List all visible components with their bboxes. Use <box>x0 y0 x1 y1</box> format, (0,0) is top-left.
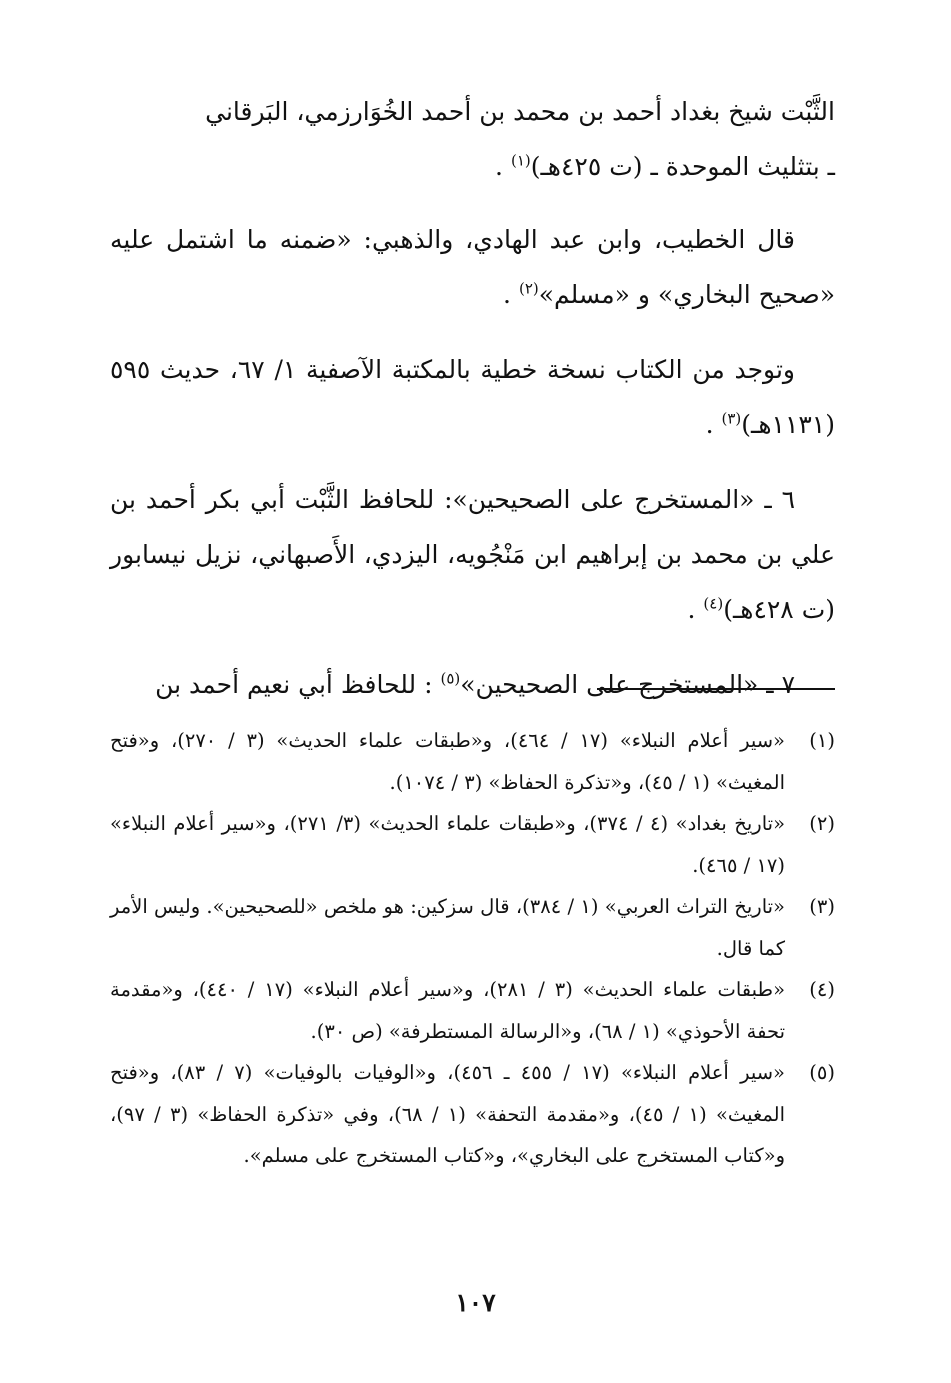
main-text <box>110 84 835 732</box>
paragraph-5-text-1: ٧ ـ «المستخرج على الصحيحين» <box>460 670 795 699</box>
footnote-item <box>110 969 835 1052</box>
paragraph-2-text: قال الخطيب، وابن عبد الهادي، والذهبي: «ضمنه ما اشتمل عليه «صحيح البخاري» و «مسلم» <box>110 225 835 309</box>
footnote-item <box>110 1052 835 1177</box>
paragraph-3-text: وتوجد من الكتاب نسخة خطية بالمكتبة الآصفية ١/ ٦٧، حديث ٥٩٥ (١١٣١هـ) <box>110 355 835 439</box>
footnote-item <box>110 720 835 803</box>
paragraph-5 <box>110 657 835 712</box>
footnote-ref-5: (٥) <box>440 669 461 688</box>
paragraph-1-end: . <box>495 152 511 181</box>
paragraph-3 <box>110 342 835 452</box>
footnote-ref-3: (٣) <box>721 409 742 428</box>
footnote-text: «سير أعلام النبلاء» (١٧ / ٤٥٥ ـ ٤٥٦)، و«الوفيات بالوفيات» (٧ / ٨٣)، و«فتح المغيث» (١ / ٤٥)، و«مقدمة التحفة» (١ / ٦٨)، وفي «تذكرة الحفاظ» (٣ / ٩٧)، و«كتاب المستخرج على البخاري»، و«كتاب المستخرج على مسلم». <box>110 1061 785 1167</box>
footnote-ref-1: (١) <box>510 151 531 170</box>
paragraph-4-end: . <box>687 595 704 624</box>
footnote-number: (٤) <box>809 978 835 1001</box>
paragraph-1-line-2: ـ بتثليث الموحدة ـ (ت ٤٢٥هـ) <box>530 152 835 181</box>
footnote-number: (٢) <box>809 812 835 835</box>
footnote-item <box>110 886 835 969</box>
footnote-text: «طبقات علماء الحديث» (٣ / ٢٨١)، و«سير أعلام النبلاء» (١٧ / ٤٤٠)، و«مقدمة تحفة الأحوذي» (١ / ٦٨)، و«الرسالة المستطرفة» (ص ٣٠). <box>110 978 785 1043</box>
paragraph-1-line-1: الثَّبْت شيخ بغداد أحمد بن محمد بن أحمد الخُوَارزمي، البَرقاني <box>205 97 835 126</box>
paragraph-3-end: . <box>705 410 722 439</box>
footnote-number: (٣) <box>809 895 835 918</box>
footnote-text: «تاريخ التراث العربي» (١ / ٣٨٤)، قال سزكين: هو ملخص «للصحيحين». وليس الأمر كما قال. <box>110 895 785 960</box>
footnotes <box>110 720 835 1177</box>
footnote-text: «تاريخ بغداد» (٤ / ٣٧٤)، و«طبقات علماء الحديث» (٣/ ٢٧١)، و«سير أعلام النبلاء» (١٧ / ٤٦٥). <box>110 812 785 877</box>
paragraph-2-end: . <box>503 280 519 309</box>
paragraph-4 <box>110 472 835 637</box>
footnote-text: «سير أعلام النبلاء» (١٧ / ٤٦٤)، و«طبقات علماء الحديث» (٣ / ٢٧٠)، و«فتح المغيث» (١ / ٤٥)، و«تذكرة الحفاظ» (٣ / ١٠٧٤). <box>110 729 785 794</box>
footnote-ref-2: (٢) <box>518 279 539 298</box>
footnote-number: (١) <box>809 729 835 752</box>
page-number: ١٠٧ <box>455 1288 496 1317</box>
footnote-separator <box>597 688 835 690</box>
footnote-item <box>110 803 835 886</box>
footnote-number: (٥) <box>809 1061 835 1084</box>
paragraph-4-text: ٦ ـ «المستخرج على الصحيحين»: للحافظ الثَّبْت أبي بكر أحمد بن علي بن محمد بن إبراهيم ابن مَنْجُويه، اليزدي، الأَصبهاني، نزيل نيسابور (ت ٤٢٨هـ) <box>110 485 835 624</box>
footnote-ref-4: (٤) <box>703 594 724 613</box>
paragraph-2 <box>110 212 835 322</box>
paragraph-5-text-2: : للحافظ أبي نعيم أحمد بن <box>155 670 441 699</box>
paragraph-1 <box>110 84 835 194</box>
